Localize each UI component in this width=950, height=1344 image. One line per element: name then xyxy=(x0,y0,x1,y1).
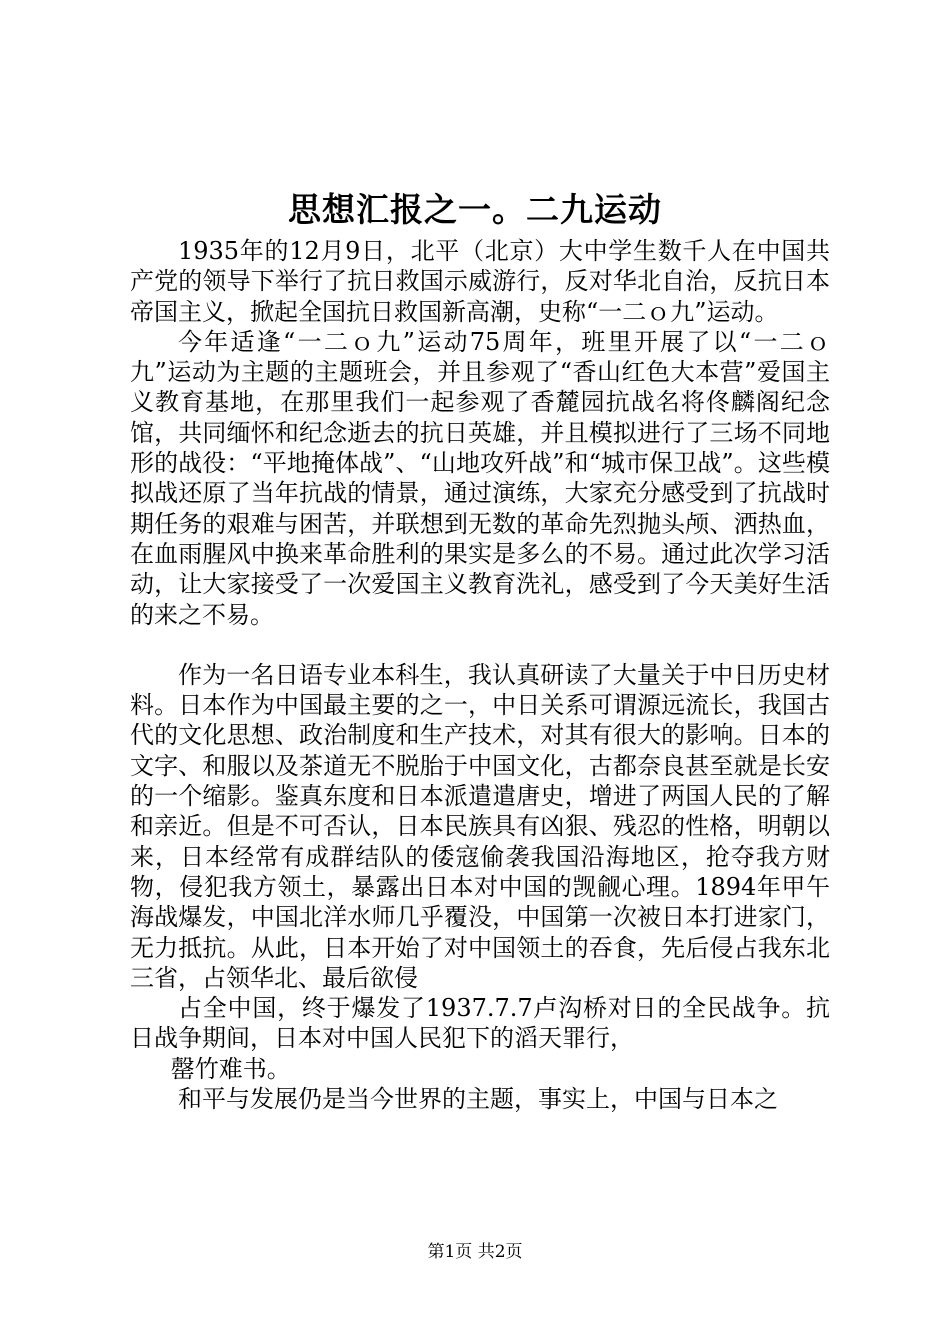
document-title: 思想汇报之一。二九运动 xyxy=(288,190,662,229)
paragraph-5: 罄竹难书。 xyxy=(170,1054,291,1083)
paragraph-4: 占全中国，终于爆发了1937.7.7卢沟桥对日的全民战争。抗日战争期间，日本对中国人民犯下的滔天罪行， xyxy=(130,994,830,1053)
paragraph-3: 作为一名日语专业本科生，我认真研读了大量关于中日历史材料。日本作为中国最主要的之一，中日关系可谓源远流长，我国古代的文化思想、政治制度和生产技术，对其有很大的影响。日本的文字、和服以及茶道无不脱胎于中国文化，古都奈良甚至就是长安的一个缩影。鉴真东度和日本派遣遣唐史，增进了两国人民的了解和亲近。但是不可否认，日本民族具有凶狠、残忍的性格，明朝以来，日本经常有成群结队的倭寇偷袭我国沿海地区，抢夺我方财物，侵犯我方领土，暴露出日本对中国的觊觎心理。1894年甲午海战爆发，中国北洋水师几乎覆没，中国第一次被日本打进家门，无力抵抗。从此，日本开始了对中国领土的吞食，先后侵占我东北三省，占领华北、最后欲侵 xyxy=(130,660,830,992)
document-body xyxy=(130,236,830,1114)
paragraph-2: 今年适逢“一二ｏ九”运动75周年，班里开展了以“一二ｏ九”运动为主题的主题班会，并且参观了“香山红色大本营”爱国主义教育基地，在那里我们一起参观了香麓园抗战名将佟麟阁纪念馆，共同缅怀和纪念逝去的抗日英雄，并且模拟进行了三场不同地形的战役：“平地掩体战”、“山地攻歼战”和“城市保卫战”。这些模拟战还原了当年抗战的情景，通过演练，大家充分感受到了抗战时期任务的艰难与困苦，并联想到无数的革命先烈抛头颅、洒热血，在血雨腥风中换来革命胜利的果实是多么的不易。通过此次学习活动，让大家接受了一次爱国主义教育洗礼，感受到了今天美好生活的来之不易。 xyxy=(130,327,830,629)
paragraph-1: 1935年的12月9日，北平（北京）大中学生数千人在中国共产党的领导下举行了抗日救国示威游行，反对华北自治，反抗日本帝国主义，掀起全国抗日救国新高潮，史称“一二ｏ九”运动。 xyxy=(130,237,830,326)
paragraph-6: 和平与发展仍是当今世界的主题，事实上，中国与日本之 xyxy=(178,1085,778,1114)
page-number: 第1页 共2页 xyxy=(427,1242,523,1262)
